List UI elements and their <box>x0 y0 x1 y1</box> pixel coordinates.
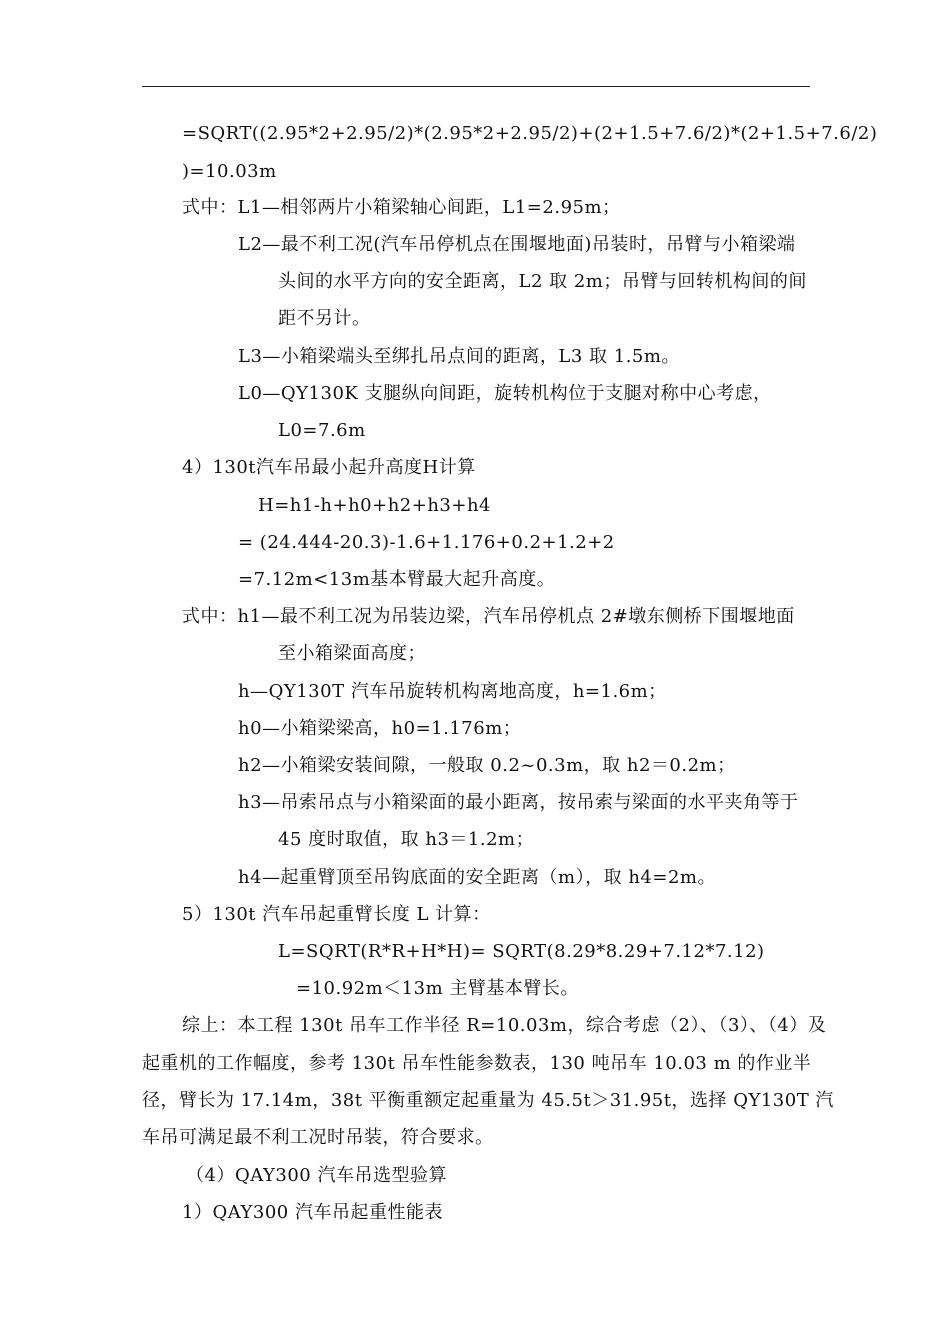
formula-result: )=10.03m <box>182 161 277 182</box>
definition-h1: 式中：h1—最不利工况为吊装边梁，汽车吊停机点 2#墩东侧桥下围堰地面 <box>182 606 795 627</box>
formula-line: =SQRT((2.95*2+2.95/2)*(2.95*2+2.95/2)+(2+1.5+7.6/2)*(2+1.5+7.6/2) <box>182 123 878 144</box>
definition-l3: L3—小箱梁端头至绑扎吊点间的距离，L3 取 1.5m。 <box>238 346 680 367</box>
section-heading: 4）130t汽车吊最小起升高度H计算 <box>182 457 476 478</box>
formula-result: =7.12m<13m基本臂最大起升高度。 <box>238 569 556 590</box>
summary-line: 车吊可满足最不利工况时吊装，符合要求。 <box>142 1127 494 1148</box>
definition-l1: 式中：L1—相邻两片小箱梁轴心间距，L1=2.95m； <box>182 197 621 218</box>
definition-l2-cont: 距不另计。 <box>278 308 371 329</box>
formula-result: =10.92m＜13m 主臂基本臂长。 <box>296 978 579 999</box>
subsection-heading: （4）QAY300 汽车吊选型验算 <box>186 1165 447 1186</box>
summary-line: 起重机的工作幅度，参考 130t 吊车性能参数表，130 吨吊车 10.03 m 的作业半 <box>142 1053 812 1074</box>
section-heading: 5）130t 汽车吊起重臂长度 L 计算： <box>182 904 491 925</box>
definition-h3-cont: 45 度时取值，取 h3＝1.2m； <box>278 829 535 850</box>
definition-h0: h0—小箱梁梁高，h0=1.176m； <box>238 718 522 739</box>
section-heading: 1）QAY300 汽车吊起重性能表 <box>182 1202 443 1223</box>
formula-line: L=SQRT(R*R+H*H)= SQRT(8.29*8.29+7.12*7.12) <box>278 941 765 962</box>
summary-line: 综上：本工程 130t 吊车工作半径 R=10.03m，综合考虑（2）、（3）、（4）及 <box>182 1015 827 1036</box>
formula-line: = (24.444-20.3)-1.6+1.176+0.2+1.2+2 <box>238 532 615 553</box>
definition-l0: L0—QY130K 支腿纵向间距，旋转机构位于支腿对称中心考虑， <box>238 383 772 404</box>
definition-h2: h2—小箱梁安装间隙，一般取 0.2~0.3m，取 h2＝0.2m； <box>238 755 736 776</box>
header-rule <box>142 86 810 87</box>
definition-h4: h4—起重臂顶至吊钩底面的安全距离（m），取 h4=2m。 <box>238 867 716 888</box>
definition-h1-cont: 至小箱梁面高度； <box>278 643 426 664</box>
definition-l2: L2—最不利工况(汽车吊停机点在围堰地面)吊装时，吊臂与小箱梁端 <box>238 234 796 255</box>
formula-line: H=h1-h+h0+h2+h3+h4 <box>258 495 492 516</box>
definition-h: h—QY130T 汽车吊旋转机构离地高度，h=1.6m； <box>238 681 667 702</box>
definition-l2-cont: 头间的水平方向的安全距离，L2 取 2m；吊臂与回转机构间的间 <box>278 271 807 292</box>
definition-l0-cont: L0=7.6m <box>278 420 366 441</box>
definition-h3: h3—吊索吊点与小箱梁面的最小距离，按吊索与梁面的水平夹角等于 <box>238 792 799 813</box>
summary-line: 径，臂长为 17.14m，38t 平衡重额定起重量为 45.5t＞31.95t，选择 QY130T 汽 <box>142 1090 834 1111</box>
